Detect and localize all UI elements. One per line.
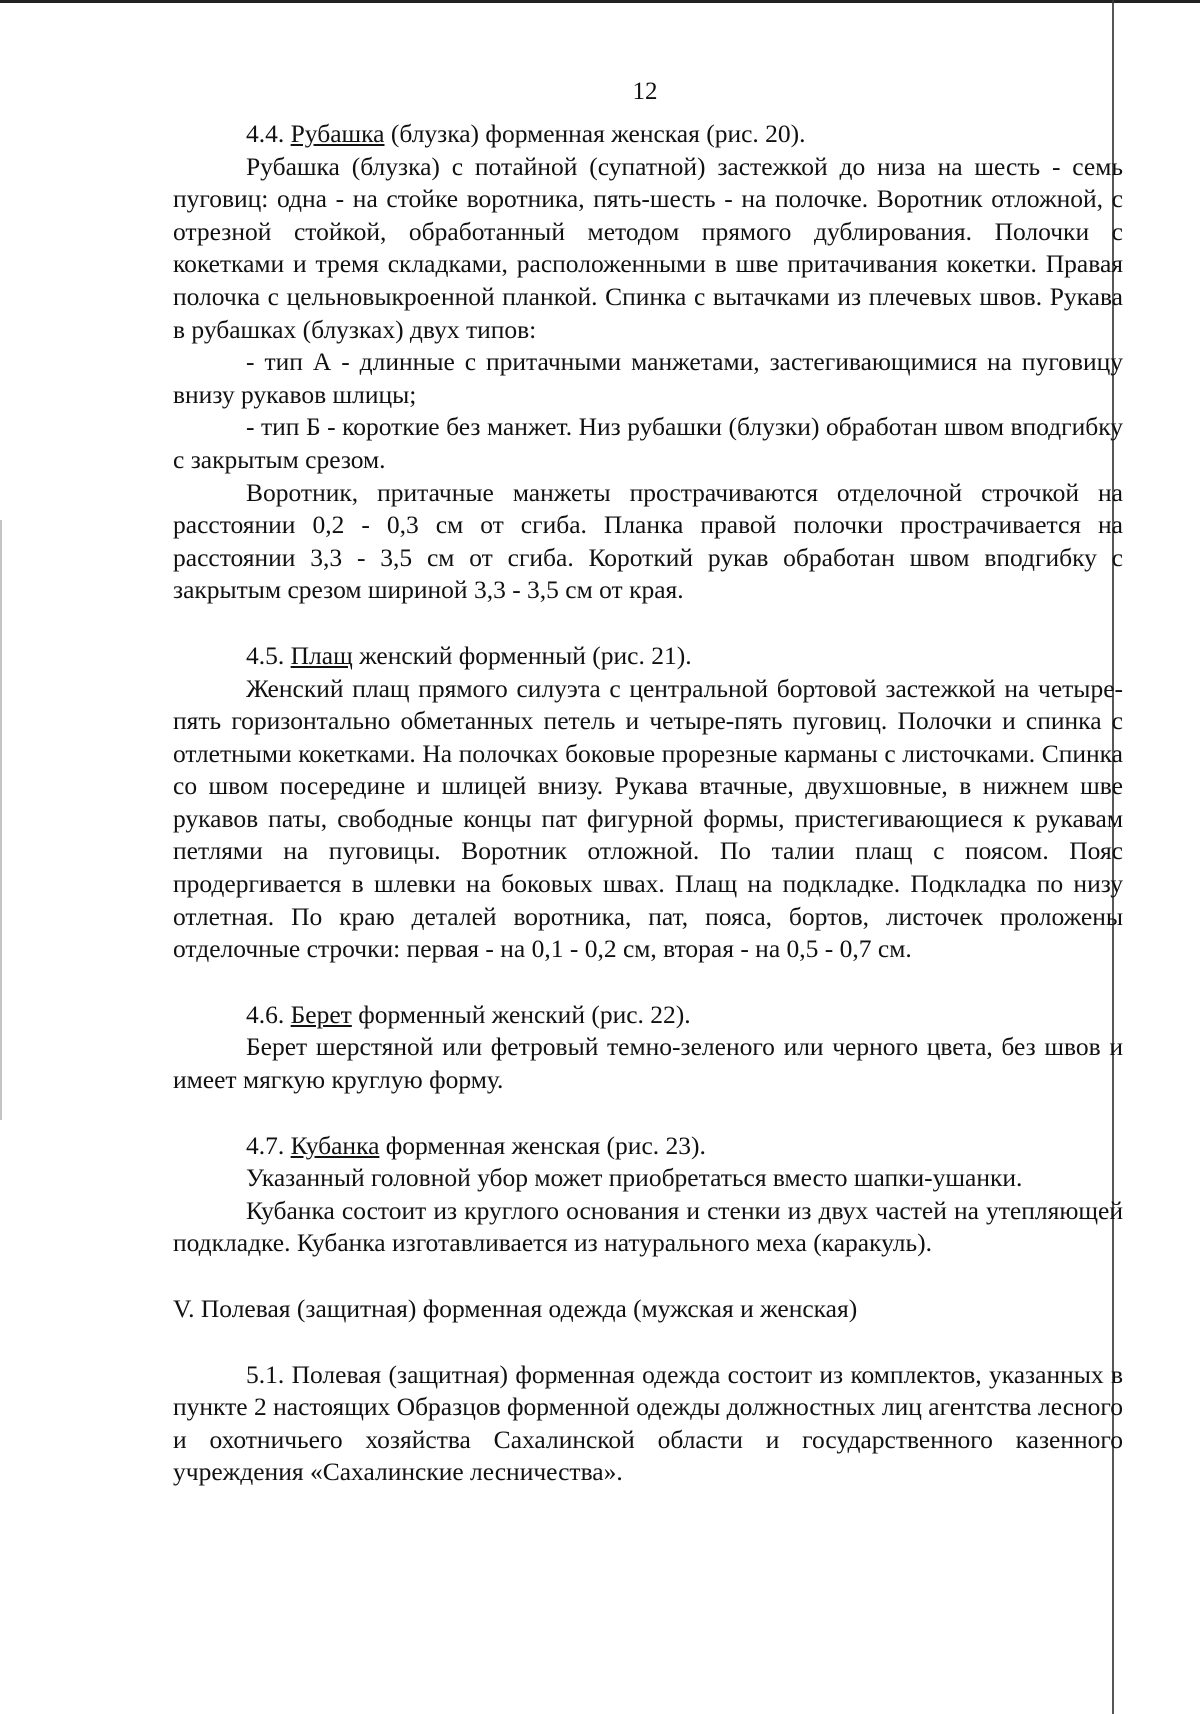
paragraph: Берет шерстяной или фетровый темно-зеленого или черного цвета, без швов и имеет мягкую круглую форму. <box>173 1032 1123 1095</box>
section-number: 4.4. <box>246 119 285 148</box>
spacer <box>173 607 1123 640</box>
spacer <box>173 1260 1123 1293</box>
section-number: 4.7. <box>246 1130 285 1160</box>
section-title-rest: (блузка) форменная женская (рис. 20). <box>390 119 806 148</box>
section-title: Рубашка <box>290 119 385 148</box>
section-number: 4.5. <box>246 640 285 670</box>
section-heading-4-5 <box>173 640 1123 673</box>
paragraph: Указанный головной убор может приобретаться вместо шапки-ушанки. <box>246 1163 1023 1193</box>
paragraph: Женский плащ прямого силуэта с центральной бортовой застежкой на четыре-пять горизонтально обметанных петель и четыре-пять пуговиц. Полочки и спинка с отлетными кокетками. На полочках боковые прорезные карманы с листочками. Спинка со швом посередине и шлицей внизу. Рукава втачные, двухшовные, в нижнем шве рукавов паты, свободные концы пат фигурной формы, пристегивающиеся к рукавам петлями на пуговицы. Воротник отложной. По талии плащ с поясом. Пояс продергивается в шлевки на боковых швах. Плащ на подкладке. Подкладка по низу отлетная. По краю деталей воротника, пат, пояса, бортов, листочек проложены отделочные строчки: первая - на 0,1 - 0,2 см, вторая - на 0,5 - 0,7 см. <box>173 673 1123 964</box>
top-border-line <box>0 0 1200 3</box>
section-title: Кубанка <box>290 1130 380 1160</box>
spacer <box>173 1326 1123 1359</box>
paragraph: Рубашка (блузка) с потайной (супатной) застежкой до низа на шесть - семь пуговиц: одна - на стойке воротника, пять-шесть - на полочке. Воротник отложной, с отрезной стойкой, обработанный методом прямого дублирования. Полочки с кокетками и тремя складками, расположенными в шве притачивания кокетки. Правая полочка с цельновыкроенной планкой. Спинка с вытачками из плечевых швов. Рукава в рубашках (блузках) двух типов: <box>173 151 1123 344</box>
paragraph: Воротник, притачные манжеты прострачиваются отделочной строчкой на расстоянии 0,2 - 0,3 см от сгиба. Планка правой полочки прострачивается на расстоянии 3,3 - 3,5 см от сгиба. Короткий рукав обработан швом вподгибку с закрытым срезом шириной 3,3 - 3,5 см от края. <box>173 477 1123 605</box>
spacer <box>173 1097 1123 1130</box>
section-title-rest: форменный женский (рис. 22). <box>358 999 691 1029</box>
section-heading-4-7 <box>173 1130 1123 1163</box>
chapter-title: V. Полевая (защитная) форменная одежда (мужская и женская) <box>173 1294 858 1323</box>
spacer <box>173 966 1123 999</box>
section-heading-4-6 <box>173 999 1123 1032</box>
section-number: 4.6. <box>246 999 285 1029</box>
section-title-rest: женский форменный (рис. 21). <box>359 640 692 670</box>
section-title: Берет <box>290 999 352 1029</box>
section-title-rest: форменная женская (рис. 23). <box>385 1130 706 1160</box>
page-number: 12 <box>632 78 658 105</box>
section-heading-4-4 <box>173 118 1123 151</box>
scan-left-edge-mark <box>0 520 2 1120</box>
section-title: Плащ <box>290 640 353 670</box>
paragraph: 5.1. Полевая (защитная) форменная одежда состоит из комплектов, указанных в пункте 2 настоящих Образцов форменной одежды должностных лиц агентства лесного и охотничьего хозяйства Сахалинской области и государственного казенного учреждения «Сахалинские лесничества». <box>173 1359 1123 1487</box>
list-item: - тип Б - короткие без манжет. Низ рубашки (блузки) обработан швом вподгибку с закрытым срезом. <box>173 412 1123 474</box>
list-item: - тип А - длинные с притачными манжетами, застегивающимися на пуговицу внизу рукавов шлицы; <box>173 347 1123 409</box>
document-body <box>173 118 1123 1489</box>
paragraph: Кубанка состоит из круглого основания и стенки из двух частей на утепляющей подкладке. Кубанка изготавливается из натурального меха (каракуль). <box>173 1195 1123 1258</box>
